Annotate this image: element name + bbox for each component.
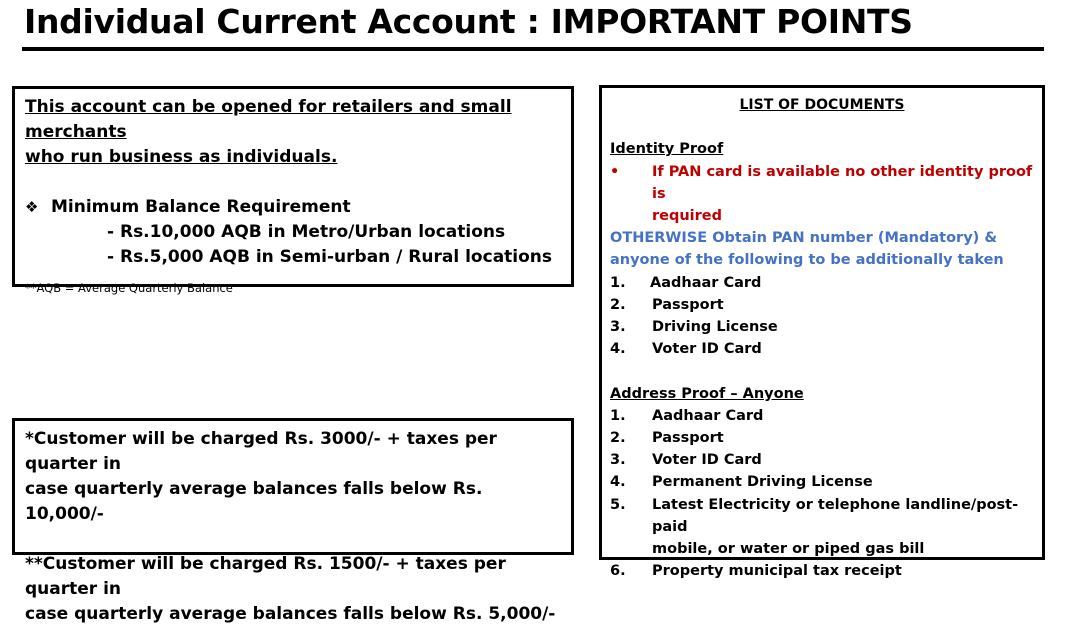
pan-card-note (610, 161, 1034, 205)
charge-rural-line1: **Customer will be charged Rs. 1500/- + taxes per quarter in (25, 554, 506, 599)
list-item: 1. Aadhaar Card (610, 274, 762, 291)
list-item: 5. Latest Electricity or telephone landline/post-paid (610, 496, 1019, 535)
eligibility-heading-line2: who run business as individuals. (25, 147, 338, 167)
eligibility-box (12, 86, 574, 295)
otherwise-line1: OTHERWISE Obtain PAN number (Mandatory) & (610, 230, 997, 247)
charge-urban-line2: case quarterly average balances falls below Rs. 10,000/- (25, 479, 483, 524)
semi-urban-rural-aqb: - Rs.5,000 AQB in Semi-urban / Rural locations (107, 247, 553, 267)
list-item: 4. Voter ID Card (610, 341, 762, 358)
aqb-footnote: **AQB = Average Quarterly Balance (25, 281, 233, 295)
eligibility-heading-line1: This account can be opened for retailers and small merchants (25, 97, 512, 142)
metro-urban-aqb: - Rs.10,000 AQB in Metro/Urban locations (107, 222, 506, 242)
pan-card-note-line1: If PAN card is available no other identity proof is (652, 163, 1033, 202)
pan-card-note-line2: required (652, 208, 723, 224)
page-title: Individual Current Account : IMPORTANT POINTS (24, 2, 913, 41)
list-item: 2. Passport (610, 430, 724, 447)
charges-box (12, 418, 574, 624)
spacer (25, 527, 561, 552)
list-item-continuation: mobile, or water or piped gas bill (652, 541, 925, 558)
minimum-balance-label: Minimum Balance Requirement (51, 197, 351, 217)
charge-urban-line1: *Customer will be charged Rs. 3000/- + taxes per quarter in (25, 429, 497, 474)
list-item: 3. Driving License (610, 319, 778, 336)
bullet-icon: • (610, 163, 620, 180)
list-item: 1. Aadhaar Card (610, 407, 764, 424)
otherwise-line2: anyone of the following to be additionally taken (610, 252, 1004, 269)
spacer (610, 360, 1034, 382)
list-item: 4. Permanent Driving License (610, 474, 873, 491)
spacer (610, 116, 1034, 138)
charge-rural-line2: case quarterly average balances falls below Rs. 5,000/- (25, 604, 556, 624)
address-proof-heading: Address Proof – Anyone (610, 385, 804, 402)
spacer (25, 170, 561, 195)
list-item: 2. Passport (610, 296, 724, 313)
documents-title: LIST OF DOCUMENTS (739, 97, 905, 113)
minimum-balance-point (25, 195, 561, 220)
list-item: 6. Property municipal tax receipt (610, 563, 902, 580)
diamond-bullet-icon: ❖ (25, 198, 39, 216)
documents-box (599, 85, 1045, 580)
pan-card-note-cont (610, 205, 1034, 227)
title-underline-rule (22, 47, 1044, 51)
identity-proof-heading: Identity Proof (610, 141, 724, 158)
list-item: 3. Voter ID Card (610, 452, 762, 469)
